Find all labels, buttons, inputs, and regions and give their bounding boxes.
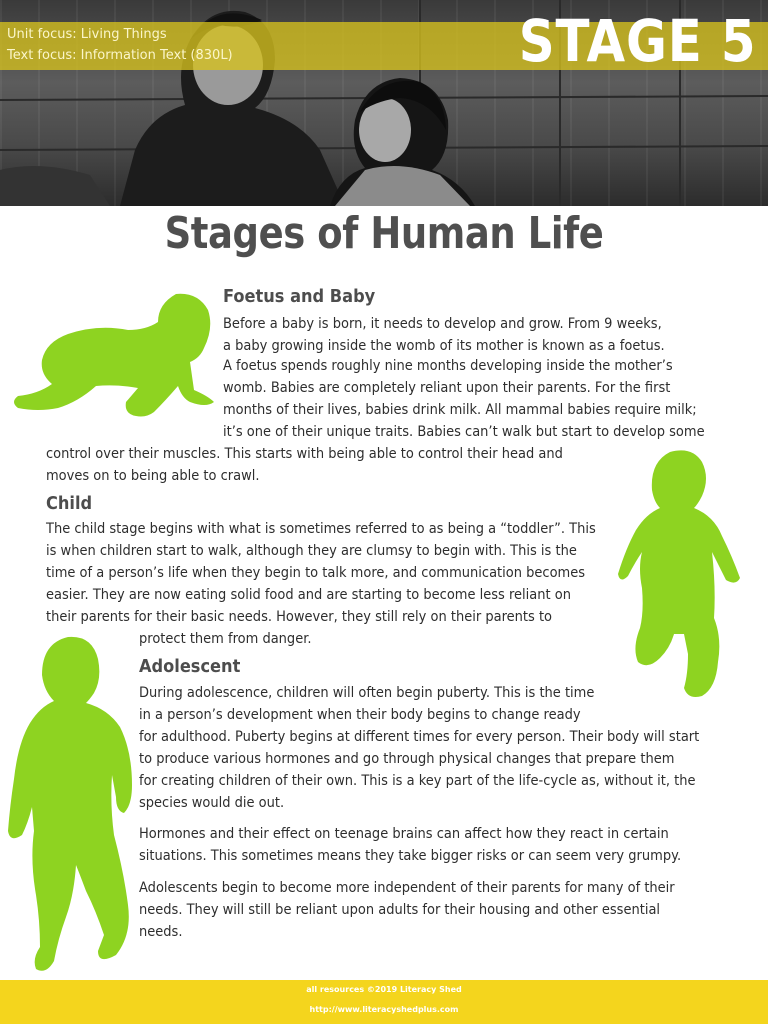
text-line: is when children start to walk, although they are clumsy to begin with. This is the xyxy=(46,543,577,559)
text-line: time of a person’s life when they begin to talk more, and communication becomes xyxy=(46,565,586,581)
text-line: During adolescence, children will often begin puberty. This is the time xyxy=(139,685,595,701)
text-line: control over their muscles. This starts with being able to control their head and xyxy=(46,446,563,462)
text-line: protect them from danger. xyxy=(139,631,312,647)
toddler-silhouette xyxy=(618,448,742,700)
text-line: The child stage begins with what is sometimes referred to as being a “toddler”. This xyxy=(46,521,596,537)
text-line: Adolescents begin to become more independent of their parents for many of their xyxy=(139,880,675,896)
text-line: moves on to being able to crawl. xyxy=(46,468,260,484)
text-line: in a person’s development when their body begins to change ready xyxy=(139,707,581,723)
text-line: species would die out. xyxy=(139,795,285,811)
baby-silhouette xyxy=(8,290,218,420)
text-line: Hormones and their effect on teenage brains can affect how they react in certain xyxy=(139,826,669,842)
text-line: for adulthood. Puberty begins at different times for every person. Their body will start xyxy=(139,729,700,745)
heading-foetus: Foetus and Baby xyxy=(223,286,376,307)
text-line: situations. This sometimes means they take bigger risks or can seem very grumpy. xyxy=(139,848,682,864)
header-photo xyxy=(0,0,768,206)
text-line: womb. Babies are completely reliant upon their parents. For the first xyxy=(223,380,671,396)
text-line: to produce various hormones and go through physical changes that prepare them xyxy=(139,751,675,767)
text-line: Before a baby is born, it needs to develop and grow. From 9 weeks, xyxy=(223,316,662,332)
text-line: needs. They will still be reliant upon adults for their housing and other essential xyxy=(139,902,661,918)
heading-child: Child xyxy=(46,493,93,514)
footer-copyright: all resources ©2019 Literacy Shed xyxy=(306,985,462,994)
text-line: their parents for their basic needs. However, they still rely on their parents to xyxy=(46,609,553,625)
text-line: A foetus spends roughly nine months developing inside the mother’s xyxy=(223,358,673,374)
footer-url[interactable]: http://www.literacyshedplus.com xyxy=(309,1005,459,1014)
text-line: needs. xyxy=(139,924,183,940)
stage-label: STAGE 5 xyxy=(518,7,756,75)
page-title: Stages of Human Life xyxy=(164,208,604,259)
text-line: it’s one of their unique traits. Babies can’t walk but start to develop some xyxy=(223,424,705,440)
text-line: a baby growing inside the womb of its mother is known as a foetus. xyxy=(223,338,665,354)
text-focus: Text focus: Information Text (830L) xyxy=(7,48,233,63)
unit-focus: Unit focus: Living Things xyxy=(7,27,167,42)
heading-adolescent: Adolescent xyxy=(139,656,241,677)
text-line: months of their lives, babies drink milk. All mammal babies require milk; xyxy=(223,402,697,418)
footer-bar xyxy=(0,980,768,1024)
text-line: easier. They are now eating solid food and are starting to become less reliant on xyxy=(46,587,571,603)
text-line: for creating children of their own. This is a key part of the life-cycle as, without it, the xyxy=(139,773,696,789)
adolescent-silhouette xyxy=(6,635,136,975)
